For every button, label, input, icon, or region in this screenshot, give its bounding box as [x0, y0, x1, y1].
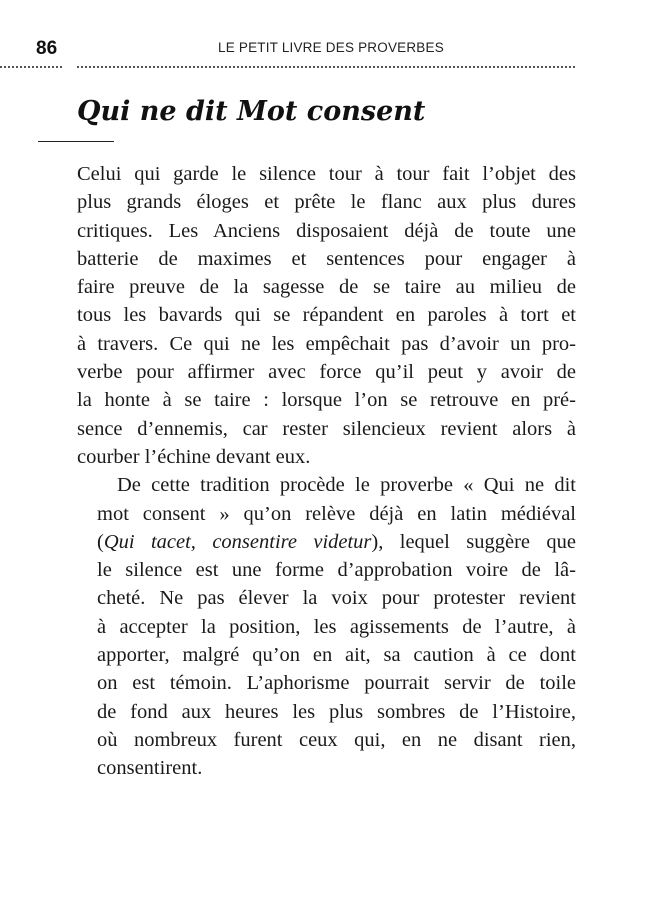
text-line: critiques. Les Anciens disposaient déjà de toute une [77, 219, 576, 242]
text-line: sence d’ennemis, car rester silencieux revient alors à [77, 417, 576, 440]
paren-open: ( [97, 530, 104, 553]
text-line: consentirent. [97, 757, 203, 780]
page-header [0, 34, 650, 64]
text-line: à accepter la position, les agissements de l’autre, à [97, 615, 576, 638]
text-line: faire preuve de la sagesse de se taire au milieu de [77, 276, 576, 299]
page-number: 86 [36, 38, 58, 59]
text-line-latin [77, 528, 576, 556]
text-line: verbe pour affirmer avec force qu’il peut y avoir de [77, 361, 576, 384]
line-rest: ), lequel suggère que [371, 530, 576, 553]
text-line: on est témoin. L’aphorisme pourrait servir de toile [97, 672, 576, 695]
text-line: mot consent » qu’on relève déjà en latin médiéval [97, 502, 576, 525]
running-title: LE PETIT LIVRE DES PROVERBES [218, 40, 444, 55]
text-line: le silence est une forme d’approbation voire de lâ- [97, 559, 576, 582]
text-line: où nombreux furent ceux qui, en ne disant rien, [97, 728, 576, 751]
text-line: batterie de maximes et sentences pour engager à [77, 247, 576, 270]
text-line: la honte à se taire : lorsque l’on se retrouve en pré- [77, 389, 576, 412]
paragraph-1 [77, 160, 576, 471]
text-line: courber l’échine devant eux. [77, 445, 311, 468]
dotted-rule-right [77, 66, 575, 68]
text-line: à travers. Ce qui ne les empêchait pas d’avoir un pro- [77, 332, 576, 355]
latin-quote: Qui tacet, consentire videtur [103, 530, 372, 553]
title-underline [38, 141, 114, 142]
dotted-rule-left [0, 66, 62, 68]
text-line: tous les bavards qui se répandent en paroles à tort et [77, 304, 576, 327]
body-text [77, 160, 576, 783]
text-line: apporter, malgré qu’on en ait, sa caution à ce dont [97, 644, 576, 667]
paragraph-2 [77, 471, 576, 782]
text-line: plus grands éloges et prête le flanc aux plus dures [77, 191, 576, 214]
text-line: de fond aux heures les plus sombres de l’Histoire, [97, 700, 576, 723]
text-line: Celui qui garde le silence tour à tour fait l’objet des [77, 163, 576, 185]
text-line: De cette tradition procède le proverbe « Qui ne dit [117, 474, 576, 497]
chapter-title: Qui ne dit Mot consent [77, 96, 426, 127]
text-line: cheté. Ne pas élever la voix pour protester revient [97, 587, 576, 610]
